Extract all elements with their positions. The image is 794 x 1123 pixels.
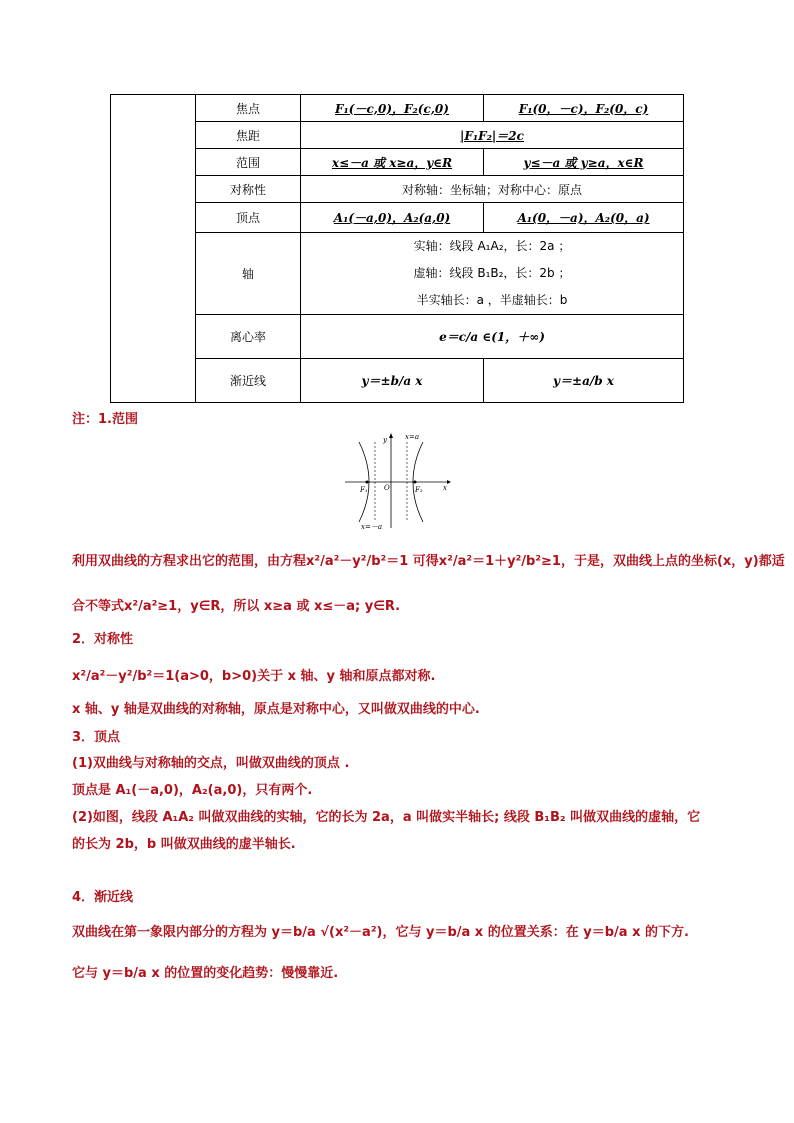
focus-f1 [366, 481, 369, 484]
foci-right-value: F₁(0，－c)，F₂(0，c) [518, 101, 649, 116]
origin-label: O [384, 484, 390, 492]
range-paragraph [72, 550, 785, 614]
asymptote-left-value: y＝±b/a x [361, 374, 423, 388]
range-right-cell [484, 149, 684, 176]
imaginary-axis-line: 虚轴：线段 B₁B₂，长：2b ； [413, 266, 571, 280]
axes-cell [301, 233, 684, 315]
vertex-text-3: (2)如图，线段 A₁A₂ 叫做双曲线的实轴，它的长为 2a，a 叫做实半轴长; 线段 B₁B₂ 叫做双曲线的虚轴，它 [72, 810, 701, 825]
vertex-section [72, 726, 724, 852]
asymptote-heading: 4．渐近线 [72, 890, 134, 905]
focal-distance-cell [301, 122, 684, 149]
semi-axes-line: 半实轴长：a ，半虚轴长：b [416, 293, 568, 307]
range-right-value: y≤－a 或 y≥a，x∈R [523, 155, 644, 170]
asymptote-right-cell [484, 359, 684, 403]
top-line-label: x=a [405, 433, 419, 441]
vertices-left-value: A₁(－a,0)，A₂(a,0) [333, 211, 451, 225]
f1-label: F₁ [360, 486, 368, 494]
note-heading: 注：1.范围 [72, 412, 138, 427]
symmetry-value: 对称轴：坐标轴；对称中心：原点 [401, 182, 582, 197]
symmetry-cell [301, 176, 684, 203]
vertices-left-cell [301, 203, 484, 233]
symmetry-section [72, 628, 724, 717]
eccentricity-value: e＝c/a ∈(1，＋∞) [439, 330, 545, 344]
vertex-heading: 3．顶点 [72, 730, 121, 745]
range-text-2: 合不等式x²/a²≥1，y∈R，所以 x≥a 或 x≤－a; y∈R. [72, 599, 401, 614]
x-label: x [443, 484, 447, 492]
vertex-text-2: 顶点是 A₁(－a,0)，A₂(a,0)，只有两个. [72, 783, 313, 798]
f2-label: F₂ [415, 486, 423, 494]
range-left-cell [301, 149, 484, 176]
y-axis-arrow [389, 433, 393, 438]
vertex-text-1: (1)双曲线与对称轴的交点，叫做双曲线的顶点 . [72, 756, 350, 771]
focal-distance-value: |F₁F₂|＝2c [460, 128, 524, 143]
vertices-right-value: A₁(0，－a)，A₂(0，a) [517, 211, 650, 225]
hyperbola-figure [343, 430, 455, 530]
y-label: y [383, 436, 387, 444]
foci-left-value: F₁(－c,0)，F₂(c,0) [335, 101, 449, 116]
blank-header-cell [111, 95, 196, 403]
vertex-text-4: 的长为 2b，b 叫做双曲线的虚半轴长. [72, 837, 296, 852]
asymptote-text-1: 双曲线在第一象限内部分的方程为 y＝b/a √(x²－a²)，它与 y＝b/a x 的位置关系：在 y＝b/a x 的下方. [72, 925, 689, 940]
asymptote-section [72, 886, 724, 981]
row-label-foci: 焦点 [196, 95, 301, 122]
symmetry-text-2: x 轴、y 轴是双曲线的对称轴，原点是对称中心，又叫做双曲线的中心. [72, 702, 480, 717]
bottom-line-label: x=－a [361, 523, 382, 530]
row-label-range: 范围 [196, 149, 301, 176]
row-label-symmetry: 对称性 [196, 176, 301, 203]
row-label-focal-distance: 焦距 [196, 122, 301, 149]
asymptote-left-cell [301, 359, 484, 403]
foci-left-cell [301, 95, 484, 122]
eccentricity-cell [301, 315, 684, 359]
symmetry-heading: 2．对称性 [72, 632, 134, 647]
row-label-vertices: 顶点 [196, 203, 301, 233]
range-text-1: 利用双曲线的方程求出它的范围，由方程x²/a²－y²/b²＝1 可得x²/a²＝1＋y²/b²≥1，于是，双曲线上点的坐标(x，y)都适 [72, 554, 785, 569]
row-label-axes: 轴 [196, 233, 301, 315]
range-left-value: x≤－a 或 x≥a，y∈R [331, 155, 453, 170]
row-label-eccentricity: 离心率 [196, 315, 301, 359]
symmetry-text-1: x²/a²－y²/b²＝1(a>0，b>0)关于 x 轴、y 轴和原点都对称. [72, 669, 436, 684]
asymptote-right-value: y＝±a/b x [553, 374, 614, 388]
foci-right-cell [484, 95, 684, 122]
hyperbola-properties-table [110, 94, 684, 403]
focus-f2 [414, 481, 417, 484]
row-label-asymptotes: 渐近线 [196, 359, 301, 403]
asymptote-text-2: 它与 y＝b/a x 的位置的变化趋势：慢慢靠近. [72, 966, 339, 981]
real-axis-line: 实轴：线段 A₁A₂，长：2a ； [413, 239, 571, 253]
x-axis-arrow [447, 480, 451, 484]
vertices-right-cell [484, 203, 684, 233]
